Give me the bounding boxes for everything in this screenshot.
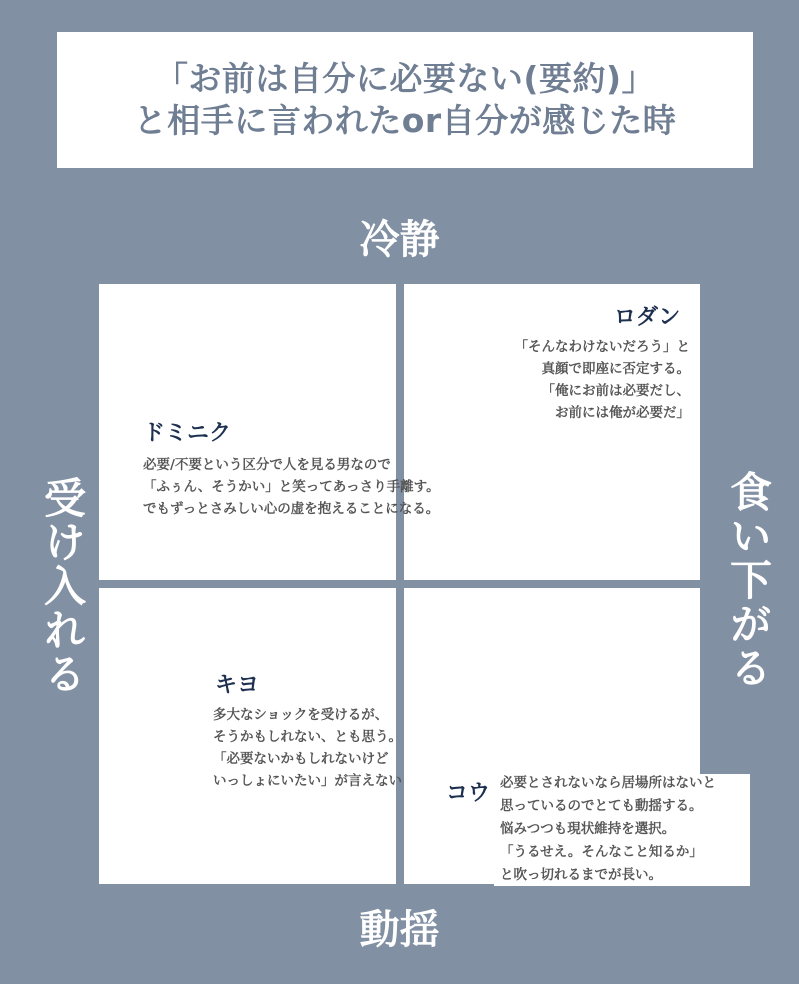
desc-line: そうかもしれない、とも思う。 <box>213 729 402 745</box>
title-box <box>57 32 753 168</box>
desc-line: 「うるせえ。そんなこと知るか」 <box>500 844 703 860</box>
desc-line: と吹っ切れるまでが長い。 <box>500 867 662 883</box>
desc-line: 真顔で即座に否定する。 <box>541 361 690 377</box>
character-name-kiyo: キヨ <box>215 672 260 698</box>
axis-label-top: 冷静 <box>359 217 440 263</box>
character-name-rogan: ロダン <box>614 304 681 330</box>
desc-line: でもずっとさみしい心の虚を抱えることになる。 <box>143 501 440 517</box>
title-line-2: と相手に言われたor自分が感じた時 <box>133 101 677 140</box>
character-name-kou: コウ <box>446 780 491 806</box>
desc-line: 「必要ないかもしれないけど <box>213 751 389 767</box>
desc-line: 思っているのでとても動揺する。 <box>500 798 703 814</box>
title-line-1: 「お前は自分に必要ない(要約)」 <box>154 59 656 98</box>
desc-line: 多大なショックを受けるが、 <box>213 707 389 723</box>
desc-line: いっしょにいたい」が言えない <box>213 773 402 789</box>
desc-line: お前には俺が必要だ」 <box>555 405 690 421</box>
character-desc-kiyo <box>213 704 402 792</box>
character-desc-dominik <box>143 454 440 520</box>
axis-label-right: 食い下がる <box>724 470 773 690</box>
desc-line: 「俺にお前は必要だし、 <box>541 383 690 399</box>
desc-line: 必要/不要という区分で人を見る男なので <box>143 457 391 473</box>
desc-line: 悩みつつも現状維持を選択。 <box>500 821 676 837</box>
desc-line: 必要とされないなら居場所はないと <box>500 775 716 791</box>
character-desc-kou <box>500 772 716 887</box>
character-desc-rogan <box>515 336 691 424</box>
desc-line: 「ふぅん、そうかい」と笑ってあっさり手離す。 <box>143 479 440 495</box>
character-name-dominik: ドミニク <box>143 420 232 446</box>
desc-line: 「そんなわけないだろう」と <box>514 339 690 355</box>
axis-label-left: 受け入れる <box>38 476 87 696</box>
axis-label-bottom: 動揺 <box>359 907 440 953</box>
